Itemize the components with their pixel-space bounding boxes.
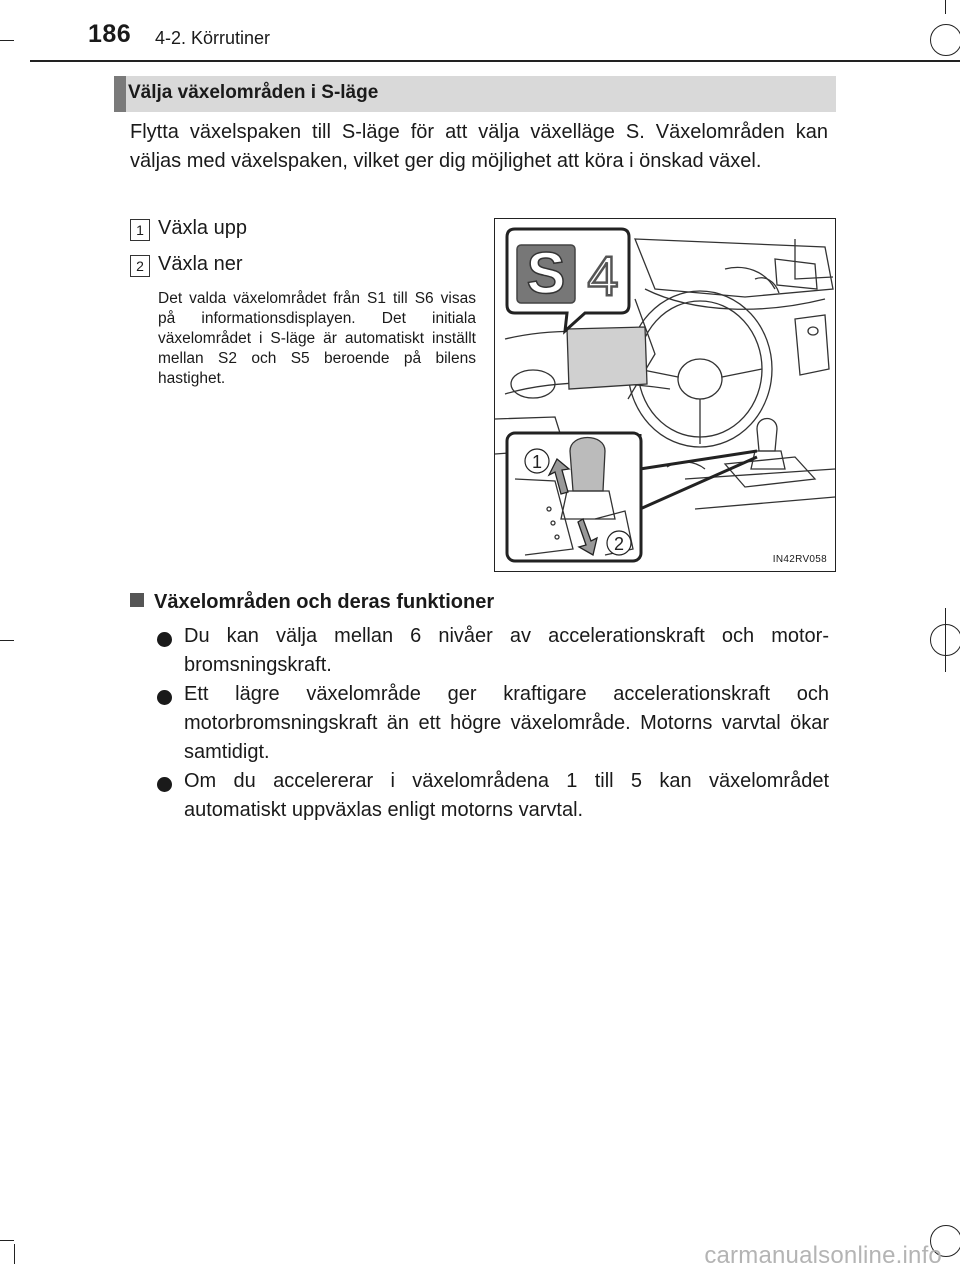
step-text-2: Växla ner [158,253,243,275]
display-mode-letter: S [526,241,566,306]
intro-paragraph: Flytta växelspaken till S-läge för att välja växelläge S. Växelområden kan väljas med växelspaken, vilket ger dig möjlighet att köra i önskad växel. [130,121,828,172]
watermark: carmanualsonline.info [704,1242,942,1269]
bullet-dot-icon [157,777,172,792]
step-number-2: 2 [130,255,150,277]
registration-mark [930,24,960,56]
crop-mark [945,608,946,672]
bullet-item-1: Du kan välja mellan 6 nivåer av accelerationskraft och motor-bromsningskraft. [184,625,829,676]
header-rule [30,60,960,62]
subsection-title: Växelområden och deras funktioner [154,591,495,613]
dashboard-illustration [495,219,835,571]
note-paragraph: Det valda växelområdet från S1 till S6 visas på informationsdisplayen. Det initiala växelområdet i S-läge är automatiskt inställt mellan S2 och S5 beroende på bilens hastighet. [158,290,476,387]
bullet-dot-icon [157,690,172,705]
figure-code: IN42RV058 [772,554,827,565]
chapter-title: 4-2. Körrutiner [155,28,271,48]
subsection-heading [130,591,494,614]
page-number: 186 [88,20,132,48]
bullet-item-2: Ett lägre växelområde ger kraftigare accelerationskraft och motorbromsningskraft än ett högre växelområde. Motorns varvtal ökar samtidigt. [184,683,829,763]
crop-mark [0,1240,14,1241]
bullet-dot-icon [157,632,172,647]
display-gear-number: 4 [587,244,619,307]
crop-mark [945,0,946,14]
crop-mark [14,1244,15,1264]
step-number-1: 1 [130,219,150,241]
callout-number-2: 2 [613,534,625,554]
bullet-item-3: Om du accelererar i växelområdena 1 till 5 kan växelområdet automatiskt uppväxlas enligt motorns varvtal. [184,770,829,821]
heading-square-icon [130,593,144,607]
callout-number-1: 1 [531,452,543,472]
step-text-1: Växla upp [158,217,247,239]
crop-mark [0,40,14,41]
section-title: Välja växelområden i S-läge [128,82,379,103]
figure-illustration [494,218,836,572]
crop-mark [0,640,14,641]
